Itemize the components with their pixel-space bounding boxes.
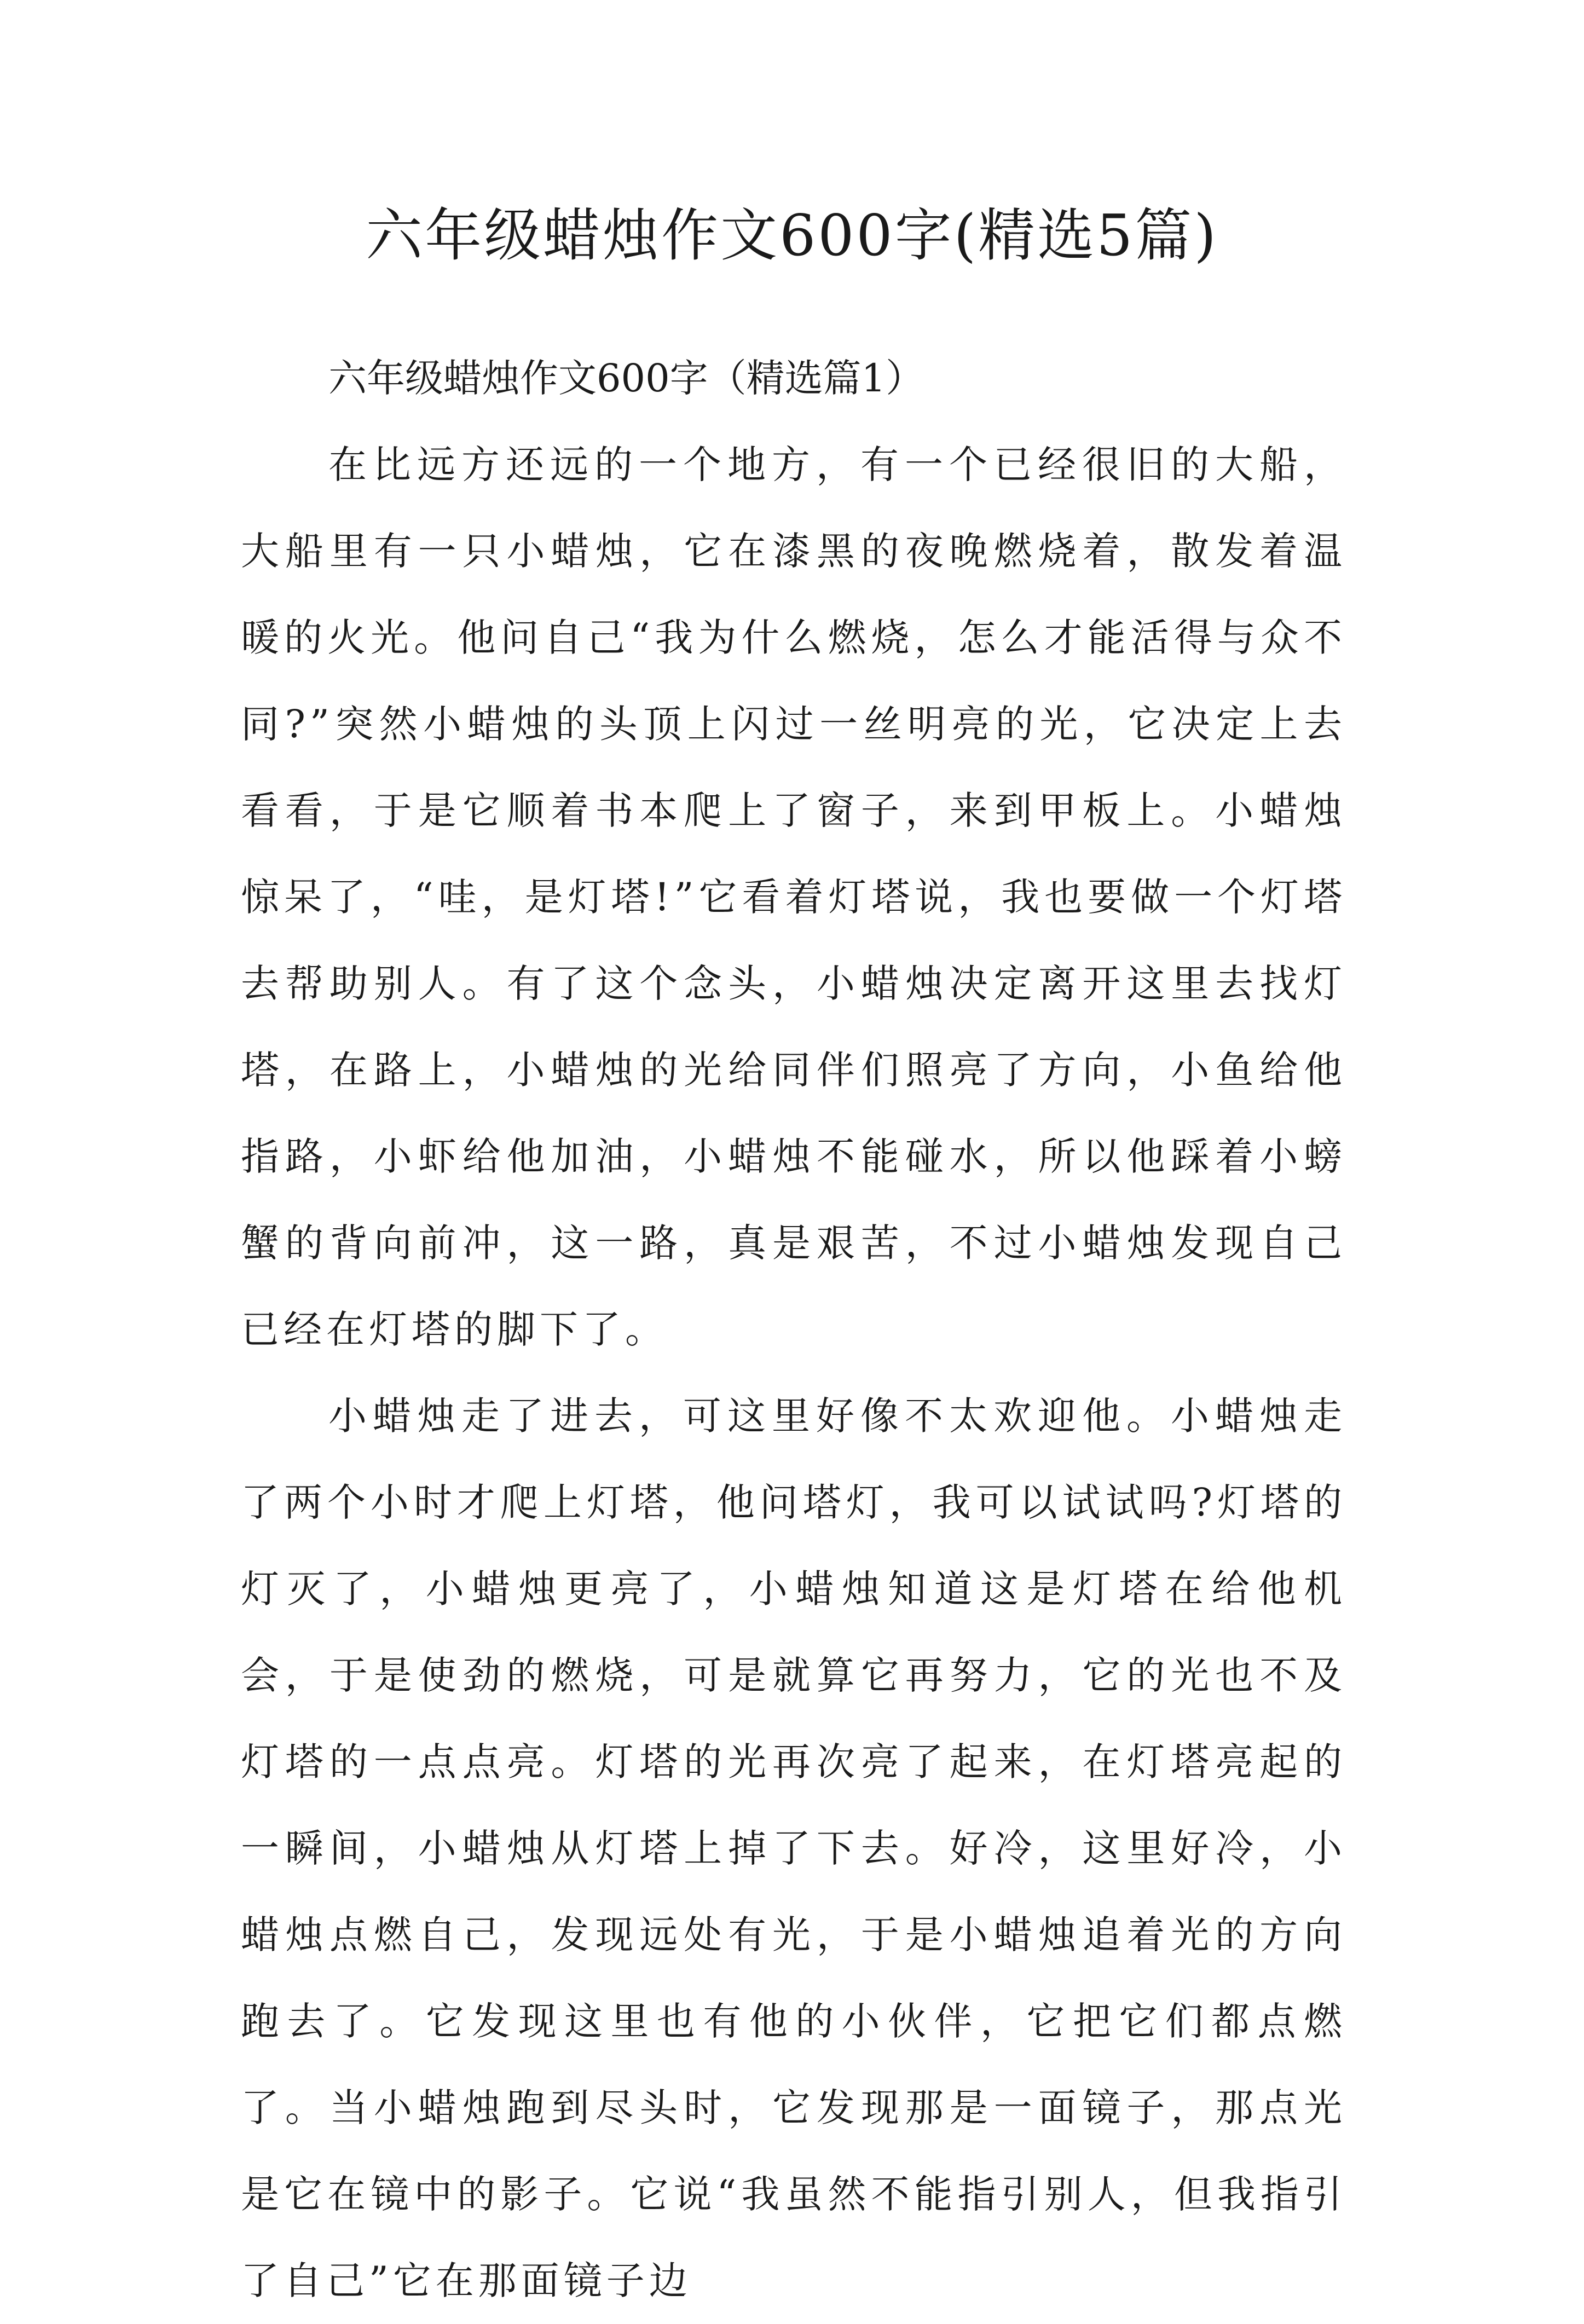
document-title: 六年级蜡烛作文600字(精选5篇)	[366, 202, 1218, 269]
section-heading: 六年级蜡烛作文600字（精选篇1）	[328, 356, 924, 401]
document-body	[241, 335, 1346, 2324]
paragraph-2: 小蜡烛走了进去，可这里好像不太欢迎他。小蜡烛走了两个小时才爬上灯塔，他问塔灯，我可以试试吗?灯塔的灯灭了，小蜡烛更亮了，小蜡烛知道这是灯塔在给他机会，于是使劲的燃烧，可是就算它再努力，它的光也不及灯塔的一点点亮。灯塔的光再次亮了起来，在灯塔亮起的一瞬间，小蜡烛从灯塔上掉了下去。好冷，这里好冷，小蜡烛点燃自己，发现远处有光，于是小蜡烛追着光的方向跑去了。它发现这里也有他的小伙伴，它把它们都点燃了。当小蜡烛跑到尽头时，它发现那是一面镜子，那点光是它在镜中的影子。它说“我虽然不能指引别人，但我指引了自己”它在那面镜子边	[241, 1394, 1346, 2303]
paragraph-1: 在比远方还远的一个地方，有一个已经很旧的大船，大船里有一只小蜡烛，它在漆黑的夜晚燃烧着，散发着温暖的火光。他问自己“我为什么燃烧，怎么才能活得与众不同?”突然小蜡烛的头顶上闪过一丝明亮的光，它决定上去看看，于是它顺着书本爬上了窗子，来到甲板上。小蜡烛惊呆了，“哇，是灯塔!”它看着灯塔说，我也要做一个灯塔去帮助别人。有了这个念头，小蜡烛决定离开这里去找灯塔，在路上，小蜡烛的光给同伴们照亮了方向，小鱼给他指路，小虾给他加油，小蜡烛不能碰水，所以他踩着小螃蟹的背向前冲，这一路，真是艰苦，不过小蜡烛发现自己已经在灯塔的脚下了。	[241, 442, 1346, 1352]
